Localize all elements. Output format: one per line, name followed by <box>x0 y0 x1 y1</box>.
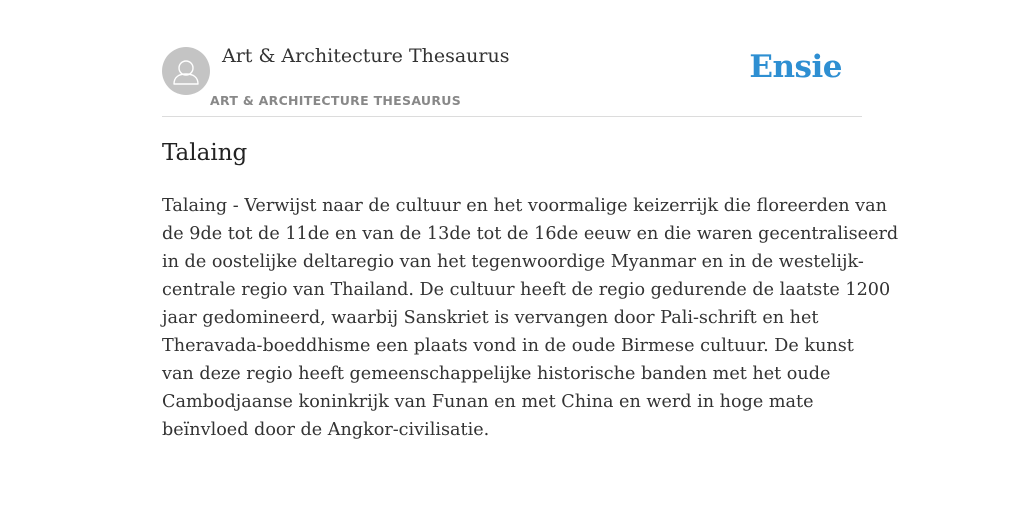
brand-logo[interactable]: Ensie <box>749 49 842 85</box>
definition-line: beïnvloed door de Angkor-civilisatie. <box>162 420 490 440</box>
definition-line: Cambodjaanse koninkrijk van Funan en met China en werd in hoge mate <box>162 392 814 412</box>
definition-line: Theravada-boeddhisme een plaats vond in de oude Birmese cultuur. De kunst <box>162 336 854 356</box>
definition-line: Talaing - Verwijst naar de cultuur en het voormalige keizerrijk die floreerden van <box>162 196 887 216</box>
entry-term: Talaing <box>162 140 248 166</box>
avatar[interactable] <box>162 47 210 95</box>
entry-definition <box>162 192 899 444</box>
definition-line: in de oostelijke deltaregio van het tegenwoordige Myanmar en in de westelijk- <box>162 252 864 272</box>
definition-line: van deze regio heeft gemeenschappelijke historische banden met het oude <box>162 364 831 384</box>
source-header <box>162 0 862 117</box>
user-silhouette-icon <box>162 47 210 95</box>
source-title[interactable]: Art & Architecture Thesaurus <box>222 45 510 67</box>
definition-line: jaar gedomineerd, waarbij Sanskriet is vervangen door Pali-schrift en het <box>162 308 819 328</box>
definition-line: centrale regio van Thailand. De cultuur heeft de regio gedurende de laatste 1200 <box>162 280 891 300</box>
definition-line: de 9de tot de 11de en van de 13de tot de 16de eeuw en die waren gecentraliseerd <box>162 224 899 244</box>
source-subtitle: ART & ARCHITECTURE THESAURUS <box>210 93 462 108</box>
